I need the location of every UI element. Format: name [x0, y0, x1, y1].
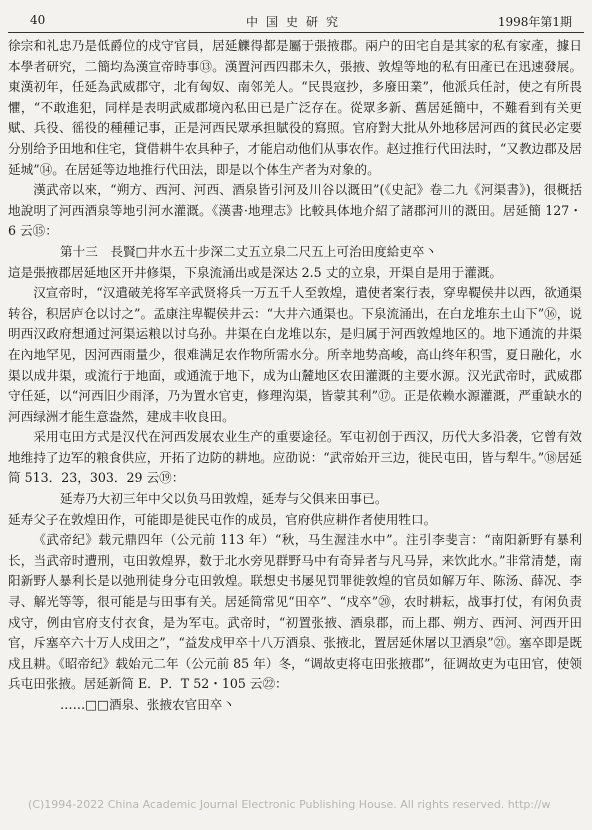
journal-title: 中国史研究 [245, 15, 346, 29]
page-number: 40 [30, 13, 46, 27]
slip-quote-2: 延寿乃大初三年中父以负马田敦煌，延寿与父俱来田事已。 [60, 491, 388, 507]
slip-quote-3: ……□□酒泉、张掖农官田卒丶 [60, 697, 235, 712]
slip-quote-1: 第十三 長賢□井水五十步深二丈五立泉二尺五上可治田度給吏卒丶 [60, 243, 438, 259]
paragraph-1: 徐宗和礼忠乃是低爵位的戍守官員，居延觻得都是屬于張掖郡。兩户的田宅自是其家的私有家產，據日本學者研究，二簡均為漢宣帝時事⑬。漢置河西四郡未久，張掖、敦煌等地的私有田產已在迅速發展。東漢初年，任延為武威郡守，北有匈奴、南邻羌人。“民畏寇抄，多廢田業”，他派兵任討，使之有所畏懼，“不敢進犯，同样是表明武威郡境內私田已是广泛存在。從眾多新、舊居延簡中，不難看到有关更赋、兵役、徭役的種種记事，正是河西民眾承担賦役的寫照。官府對大批从外地移居河西的貧民必定要分别给予田地和住宅，貸借耕牛农具种子，才能启动他们从事农作。赵过推行代田法时，“又教边郡及居延城”⑭。在居延等边地推行代田法，即是以个体生产者为对象的。 [8, 38, 582, 177]
copyright-watermark: (C)1994-2022 China Academic Journal Electronic Publishing House. All rights reserved. http://w [28, 798, 551, 811]
paragraph-2: 漢武帝以來，“朔方、西河、河西、酒泉皆引河及川谷以溉田”(《史記》卷二九《河渠書》)，很概括地說明了河西酒泉等地引河水灌溉。《漢書·地理志》比較具体地介紹了諸郡河川的溉田。居延簡 127・6 云⑮： [8, 182, 582, 239]
running-header [8, 10, 584, 33]
paragraph-4: 汉宣帝时，“汉遣破羌将军辛武贤将兵一万五千人至敦煌，遣使者案行表，穿卑鞮侯井以西，欲通渠转谷，积居庐仓以讨之”。孟康注卑鞮侯井云：“大井六通渠也。下泉流涌出，在白龙堆东土山下”⑯，说明西汉政府想通过河渠运粮以讨乌孙。井渠在白龙堆以东，是归属于河西敦煌地区的。地下通流的井渠在內地罕见，因河西雨量少，很难满足农作物所需水分。所幸地势高峻，高山终年积雪，夏日融化，水渠以成井渠，或流行于地面，或通流于地下，成为山麓地区农田灌溉的主要水源。汉光武帝时，武威郡守任延，以“河西旧少雨泽，乃为置水官吏，修理沟渠，皆蒙其利”⑰。正是依赖水源灌溉，严重缺水的河西绿洲才能生意盎然，建成丰收良田。 [8, 285, 582, 424]
article-body [8, 36, 582, 716]
paragraph-6: 延寿父子在敦煌田作，可能即是徙民屯作的成员，官府供应耕作者使用牲口。 [8, 511, 437, 527]
issue-label: 1998年第1期 [497, 15, 572, 29]
paragraph-5: 采用屯田方式是汉代在河西发展农业生产的重要途径。军屯初创于西汉，历代大多沿袭，它曾有效地维持了边军的粮食供应，开拓了边防的耕地。应劭说：“武帝始开三边，徙民屯田，皆与犁牛。”⑱居延简 513．23，303．29 云⑲： [8, 429, 582, 486]
paragraph-7: 《武帝纪》载元鼎四年（公元前 113 年）“秋，马生渥洼水中”。注引李斐言：“南阳新野有暴利长，当武帝时遭刑，屯田敦煌界，数于北水旁见群野马中有奇异者与凡马异，来饮此水。”非常清楚，南阳新野人暴利长是以弛刑徒身分屯田敦煌。联想史书屡见罚罪徙敦煌的官员如解万年、陈汤、薛况、李寻、解光等等，很可能是与田事有关。居延简常见“田卒”、“戍卒”⑳，农时耕耘，战事打仗，有闲负责戍守，例由官府支付衣食，是为军屯。武帝时，“初置张掖、酒泉郡，而上郡、朔方、西河、河西开田官，斥塞卒六十万人戍田之”，“益发戍甲卒十八万酒泉、张掖北，置居延休屠以卫酒泉”㉑。塞卒即是既戍且耕。《昭帝纪》载始元二年（公元前 85 年）冬，“调故吏将屯田张掖郡”，征调故吏为屯田官，使领兵屯田张掖。居延新简 E．P．T 52・105 云㉒： [8, 532, 582, 692]
paragraph-3: 這是張掖郡居延地区开井修渠，下泉流涌出或是深达 2.5 丈的立泉，开渠自是用于灌溉。 [8, 264, 503, 280]
